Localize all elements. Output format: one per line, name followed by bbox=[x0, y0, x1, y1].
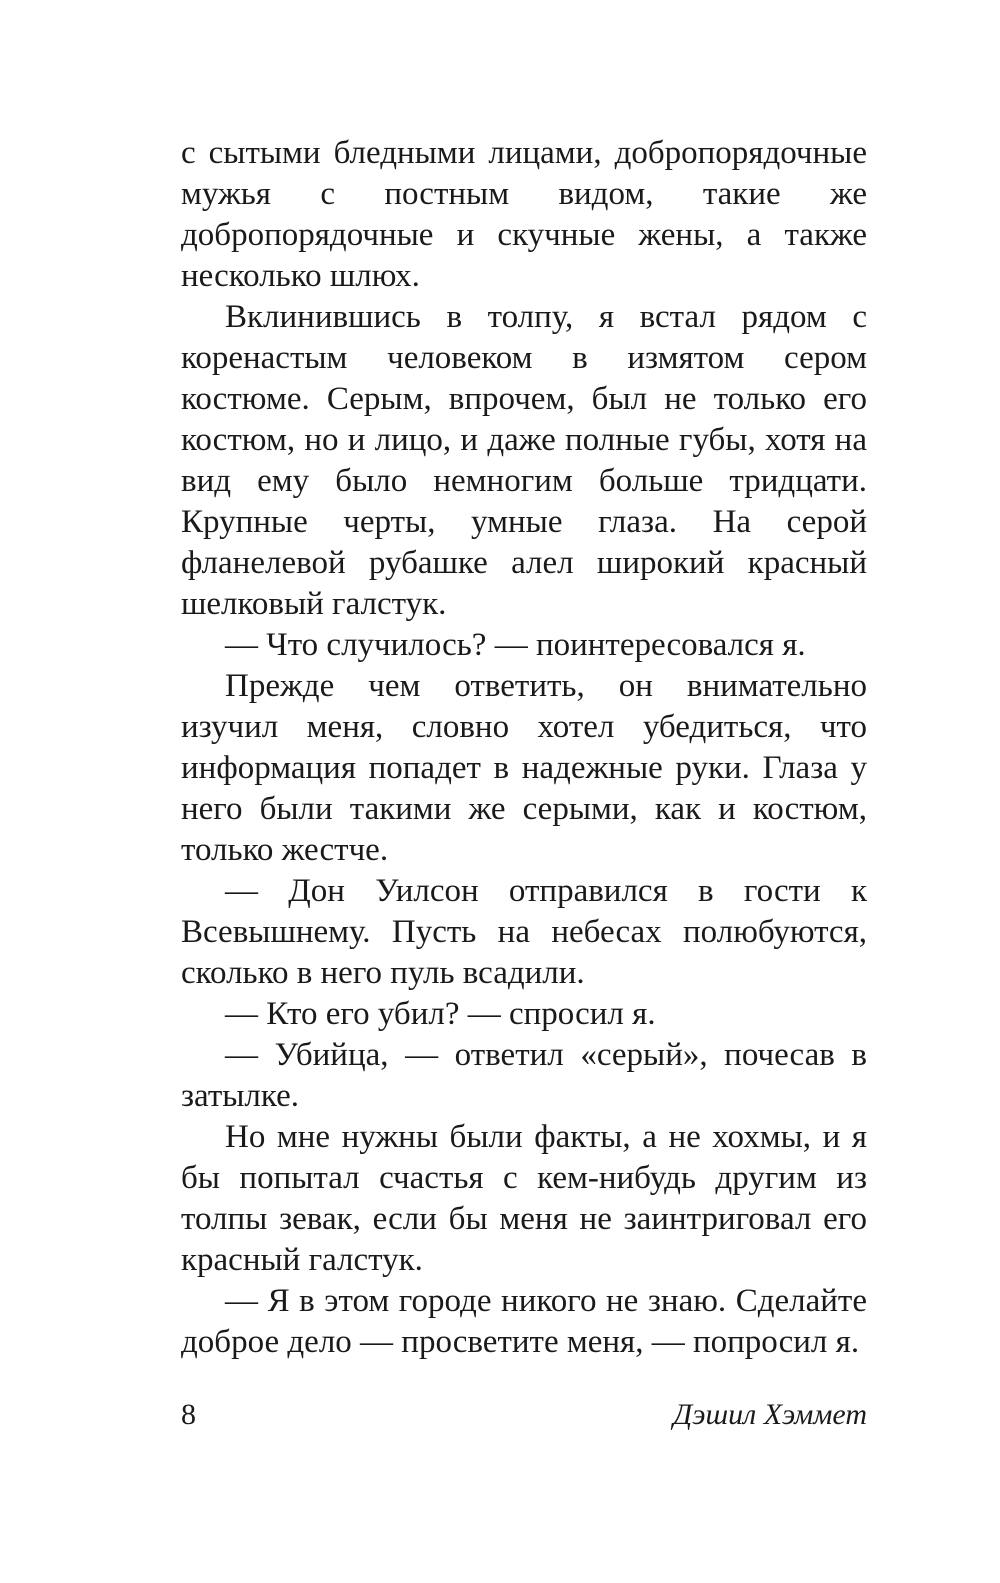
page-number: 8 bbox=[181, 1398, 196, 1431]
page-footer bbox=[181, 1398, 867, 1438]
running-author: Дэшил Хэммет bbox=[673, 1398, 867, 1431]
paragraph: с сытыми бледными лицами, добропорядочные мужья с постным видом, такие же добропорядочные и скучные жены, а также несколько шлюх. bbox=[181, 135, 867, 294]
dialogue-line: — Кто его убил? — спросил я. bbox=[225, 996, 656, 1032]
body-text bbox=[181, 133, 867, 1363]
paragraph: Но мне нужны были факты, а не хохмы, и я бы попытал счастья с кем-нибудь другим из толпы зевак, если бы меня не заинтриговал его красный галстук. bbox=[181, 1119, 867, 1278]
dialogue-line: — Что случилось? — поинтересовался я. bbox=[225, 627, 806, 663]
dialogue-line: — Дон Уилсон отправился в гости к Всевышнему. Пусть на небесах полюбуются, сколько в него пуль всадили. bbox=[181, 873, 867, 991]
paragraph: Вклинившись в толпу, я встал рядом с коренастым человеком в измятом сером костюме. Серым, впрочем, был не только его костюм, но и лицо, и даже полные губы, хотя на вид ему было немногим больше тридцати. Крупные черты, умные глаза. На серой фланелевой рубашке алел широкий красный шелковый галстук. bbox=[181, 299, 867, 622]
paragraph: Прежде чем ответить, он внимательно изучил меня, словно хотел убедиться, что информация попадет в надежные руки. Глаза у него были такими же серыми, как и костюм, только жестче. bbox=[181, 668, 867, 868]
dialogue-line: — Убийца, — ответил «серый», почесав в затылке. bbox=[181, 1037, 867, 1114]
dialogue-line: — Я в этом городе никого не знаю. Сделайте доброе дело — просветите меня, — попросил я. bbox=[181, 1283, 867, 1360]
